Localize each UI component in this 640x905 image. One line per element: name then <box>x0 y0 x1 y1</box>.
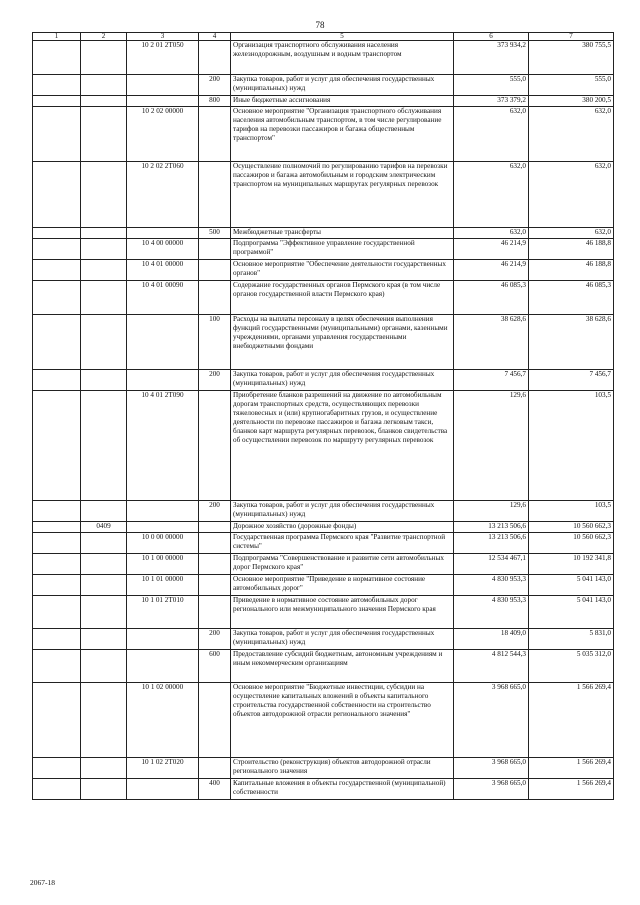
item-name: Дорожное хозяйство (дорожные фонды) <box>231 522 454 533</box>
amount-col6: 13 213 506,6 <box>454 533 529 554</box>
column-number: 3 <box>127 33 199 41</box>
article-code: 10 2 01 2T050 <box>127 41 199 75</box>
item-name: Основное мероприятие "Организация транспортного обслуживания населения автомобильным транспортом, в том числе регулирование тарифов на перевозки пассажиров и багажа общественным транспортом" <box>231 107 454 162</box>
article-code <box>127 370 199 391</box>
section-code <box>81 228 127 239</box>
section-code <box>81 260 127 281</box>
item-name: Основное мероприятие "Обеспечение деятельности государственных органов" <box>231 260 454 281</box>
table-row <box>33 629 614 650</box>
article-code: 10 0 00 00000 <box>127 533 199 554</box>
item-name: Осуществление полномочий по регулированию тарифов на перевозки пассажиров и багажа автомобильным и городским электрическим транспортом на муниципальных маршрутах регулярных перевозок <box>231 162 454 228</box>
amount-col7: 632,0 <box>529 162 614 228</box>
amount-col6: 555,0 <box>454 75 529 96</box>
table-row <box>33 107 614 162</box>
page-number: 78 <box>315 20 325 30</box>
empty-cell <box>33 281 81 315</box>
empty-cell <box>33 239 81 260</box>
amount-col7: 103,5 <box>529 501 614 522</box>
item-name: Основное мероприятие "Приведение в нормативное состояние автомобильных дорог" <box>231 575 454 596</box>
expense-type-code <box>199 522 231 533</box>
empty-cell <box>33 596 81 629</box>
section-code <box>81 650 127 683</box>
table-row <box>33 391 614 501</box>
column-number: 7 <box>529 33 614 41</box>
expense-type-code: 600 <box>199 650 231 683</box>
item-name: Подпрограмма "Эффективное управление государственной программой" <box>231 239 454 260</box>
amount-col7: 380 200,5 <box>529 96 614 107</box>
empty-cell <box>33 522 81 533</box>
section-code <box>81 281 127 315</box>
section-code <box>81 629 127 650</box>
expense-type-code <box>199 575 231 596</box>
expense-type-code <box>199 239 231 260</box>
table-row <box>33 75 614 96</box>
amount-col7: 103,5 <box>529 391 614 501</box>
section-code <box>81 683 127 758</box>
amount-col6: 46 214,9 <box>454 239 529 260</box>
item-name: Иные бюджетные ассигнования <box>231 96 454 107</box>
amount-col6: 4 812 544,3 <box>454 650 529 683</box>
amount-col6: 129,6 <box>454 501 529 522</box>
empty-cell <box>33 501 81 522</box>
section-code <box>81 41 127 75</box>
column-number-row <box>33 33 614 41</box>
amount-col6: 13 213 506,6 <box>454 522 529 533</box>
empty-cell <box>33 162 81 228</box>
item-name: Закупка товаров, работ и услуг для обеспечения государственных (муниципальных) нужд <box>231 501 454 522</box>
amount-col6: 632,0 <box>454 162 529 228</box>
expense-type-code <box>199 107 231 162</box>
expense-type-code <box>199 554 231 575</box>
article-code: 10 1 02 00000 <box>127 683 199 758</box>
empty-cell <box>33 575 81 596</box>
section-code <box>81 575 127 596</box>
article-code: 10 1 01 2T010 <box>127 596 199 629</box>
amount-col7: 1 566 269,4 <box>529 683 614 758</box>
footer-code: 2067-18 <box>30 878 55 887</box>
article-code <box>127 650 199 683</box>
table-row <box>33 683 614 758</box>
empty-cell <box>33 629 81 650</box>
table-row <box>33 239 614 260</box>
table-row <box>33 41 614 75</box>
amount-col6: 3 968 665,0 <box>454 683 529 758</box>
amount-col7: 1 566 269,4 <box>529 758 614 779</box>
empty-cell <box>33 758 81 779</box>
expense-type-code <box>199 758 231 779</box>
amount-col6: 373 379,2 <box>454 96 529 107</box>
amount-col6: 129,6 <box>454 391 529 501</box>
item-name: Предоставление субсидий бюджетным, автономным учреждениям и иным некоммерческим организациям <box>231 650 454 683</box>
table-row <box>33 228 614 239</box>
empty-cell <box>33 75 81 96</box>
amount-col6: 18 409,0 <box>454 629 529 650</box>
article-code <box>127 75 199 96</box>
article-code <box>127 315 199 370</box>
table-row <box>33 370 614 391</box>
amount-col7: 632,0 <box>529 107 614 162</box>
amount-col7: 38 628,6 <box>529 315 614 370</box>
article-code: 10 4 01 00090 <box>127 281 199 315</box>
table-row <box>33 96 614 107</box>
article-code: 10 4 00 00000 <box>127 239 199 260</box>
item-name: Приобретение бланков разрешений на движение по автомобильным дорогам транспортных средств, осуществляющих перевозки тяжеловесных и (или) крупногабаритных грузов, и осуществление деятельности по перевозке пассажиров и багажа легковым такси, бланков карт маршрута регулярных перевозок, бланков свидетельства об осуществлении перевозок по маршруту регулярных перевозок <box>231 391 454 501</box>
item-name: Содержание государственных органов Пермского края (в том числе органов государственной власти Пермского края) <box>231 281 454 315</box>
empty-cell <box>33 370 81 391</box>
amount-col7: 5 041 143,0 <box>529 596 614 629</box>
section-code <box>81 96 127 107</box>
item-name: Подпрограмма "Совершенствование и развитие сети автомобильных дорог Пермского края" <box>231 554 454 575</box>
article-code: 10 1 01 00000 <box>127 575 199 596</box>
amount-col6: 12 534 467,1 <box>454 554 529 575</box>
amount-col7: 5 041 143,0 <box>529 575 614 596</box>
expense-type-code: 400 <box>199 779 231 800</box>
section-code <box>81 315 127 370</box>
table-row <box>33 554 614 575</box>
amount-col7: 632,0 <box>529 228 614 239</box>
amount-col6: 3 968 665,0 <box>454 758 529 779</box>
table-row <box>33 575 614 596</box>
amount-col7: 10 192 341,8 <box>529 554 614 575</box>
table-row <box>33 501 614 522</box>
table-row <box>33 281 614 315</box>
table-row <box>33 758 614 779</box>
amount-col6: 4 830 953,3 <box>454 596 529 629</box>
column-number: 5 <box>231 33 454 41</box>
amount-col6: 46 085,3 <box>454 281 529 315</box>
item-name: Строительство (реконструкция) объектов автодорожной отрасли регионального значения <box>231 758 454 779</box>
empty-cell <box>33 391 81 501</box>
item-name: Межбюджетные трансферты <box>231 228 454 239</box>
amount-col7: 380 755,5 <box>529 41 614 75</box>
expense-type-code <box>199 281 231 315</box>
section-code: 0409 <box>81 522 127 533</box>
item-name: Приведение в нормативное состояние автомобильных дорог регионального или межмуниципального значения Пермского края <box>231 596 454 629</box>
empty-cell <box>33 650 81 683</box>
empty-cell <box>33 260 81 281</box>
expense-type-code <box>199 162 231 228</box>
article-code: 10 4 01 00000 <box>127 260 199 281</box>
table-row <box>33 650 614 683</box>
section-code <box>81 162 127 228</box>
expense-type-code: 200 <box>199 629 231 650</box>
section-code <box>81 533 127 554</box>
empty-cell <box>33 96 81 107</box>
section-code <box>81 107 127 162</box>
article-code: 10 2 02 00000 <box>127 107 199 162</box>
article-code <box>127 501 199 522</box>
item-name: Расходы на выплаты персоналу в целях обеспечения выполнения функций государственными (муниципальными) органами, казенными учреждениями, органами управления государственными внебюджетными фондами <box>231 315 454 370</box>
expense-type-code <box>199 683 231 758</box>
amount-col6: 7 456,7 <box>454 370 529 391</box>
expense-type-code: 200 <box>199 370 231 391</box>
section-code <box>81 779 127 800</box>
item-name: Капитальные вложения в объекты государственной (муниципальной) собственности <box>231 779 454 800</box>
budget-table-body <box>33 33 614 800</box>
expense-type-code: 800 <box>199 96 231 107</box>
column-number: 2 <box>81 33 127 41</box>
amount-col7: 46 188,8 <box>529 239 614 260</box>
item-name: Закупка товаров, работ и услуг для обеспечения государственных (муниципальных) нужд <box>231 370 454 391</box>
expense-type-code <box>199 41 231 75</box>
column-number: 4 <box>199 33 231 41</box>
item-name: Закупка товаров, работ и услуг для обеспечения государственных (муниципальных) нужд <box>231 75 454 96</box>
item-name: Организация транспортного обслуживания населения железнодорожным, воздушным и водным транспортом <box>231 41 454 75</box>
empty-cell <box>33 554 81 575</box>
empty-cell <box>33 315 81 370</box>
article-code <box>127 96 199 107</box>
amount-col6: 38 628,6 <box>454 315 529 370</box>
table-row <box>33 522 614 533</box>
section-code <box>81 239 127 260</box>
article-code: 10 2 02 2T060 <box>127 162 199 228</box>
table-row <box>33 162 614 228</box>
section-code <box>81 75 127 96</box>
expense-type-code: 200 <box>199 75 231 96</box>
section-code <box>81 370 127 391</box>
article-code <box>127 228 199 239</box>
empty-cell <box>33 107 81 162</box>
amount-col7: 1 566 269,4 <box>529 779 614 800</box>
amount-col6: 46 214,9 <box>454 260 529 281</box>
article-code: 10 1 02 2T020 <box>127 758 199 779</box>
column-number: 1 <box>33 33 81 41</box>
amount-col6: 373 934,2 <box>454 41 529 75</box>
section-code <box>81 758 127 779</box>
empty-cell <box>33 533 81 554</box>
table-row <box>33 533 614 554</box>
section-code <box>81 596 127 629</box>
table-row <box>33 596 614 629</box>
expense-type-code <box>199 533 231 554</box>
budget-table <box>32 32 614 800</box>
amount-col7: 7 456,7 <box>529 370 614 391</box>
article-code <box>127 629 199 650</box>
column-number: 6 <box>454 33 529 41</box>
amount-col7: 5 831,0 <box>529 629 614 650</box>
empty-cell <box>33 779 81 800</box>
section-code <box>81 391 127 501</box>
expense-type-code: 500 <box>199 228 231 239</box>
amount-col7: 10 560 662,3 <box>529 522 614 533</box>
article-code: 10 4 01 2T090 <box>127 391 199 501</box>
amount-col7: 5 035 312,0 <box>529 650 614 683</box>
item-name: Закупка товаров, работ и услуг для обеспечения государственных (муниципальных) нужд <box>231 629 454 650</box>
section-code <box>81 554 127 575</box>
amount-col7: 10 560 662,3 <box>529 533 614 554</box>
amount-col7: 46 085,3 <box>529 281 614 315</box>
table-row <box>33 779 614 800</box>
table-row <box>33 260 614 281</box>
expense-type-code: 100 <box>199 315 231 370</box>
amount-col6: 4 830 953,3 <box>454 575 529 596</box>
article-code <box>127 779 199 800</box>
amount-col7: 46 188,8 <box>529 260 614 281</box>
section-code <box>81 501 127 522</box>
empty-cell <box>33 683 81 758</box>
expense-type-code <box>199 596 231 629</box>
empty-cell <box>33 41 81 75</box>
expense-type-code <box>199 391 231 501</box>
expense-type-code: 200 <box>199 501 231 522</box>
table-row <box>33 315 614 370</box>
amount-col6: 632,0 <box>454 228 529 239</box>
expense-type-code <box>199 260 231 281</box>
item-name: Основное мероприятие "Бюджетные инвестиции, субсидии на осуществление капитальных вложений в объекты капитального строительства государственной собственности на строительство объектов автодорожной отрасли регионального значения" <box>231 683 454 758</box>
amount-col7: 555,0 <box>529 75 614 96</box>
amount-col6: 3 968 665,0 <box>454 779 529 800</box>
item-name: Государственная программа Пермского края "Развитие транспортной системы" <box>231 533 454 554</box>
article-code <box>127 522 199 533</box>
amount-col6: 632,0 <box>454 107 529 162</box>
empty-cell <box>33 228 81 239</box>
article-code: 10 1 00 00000 <box>127 554 199 575</box>
